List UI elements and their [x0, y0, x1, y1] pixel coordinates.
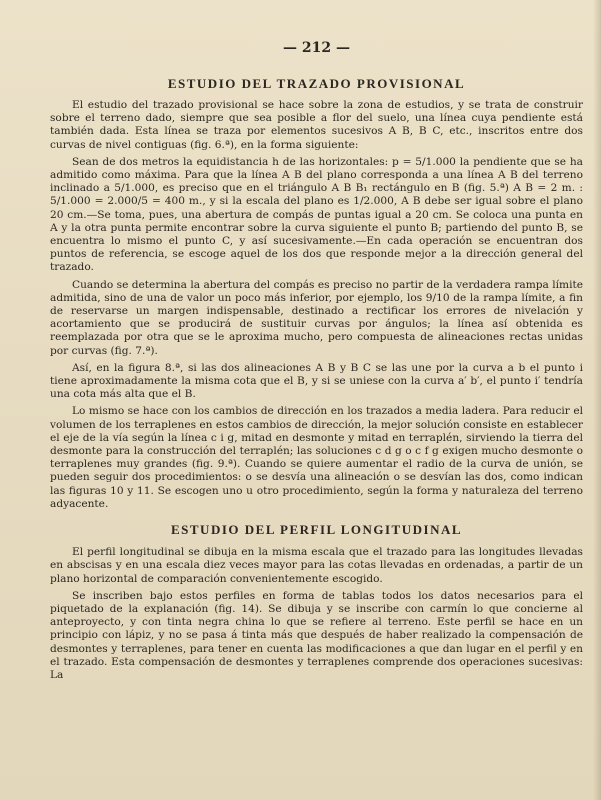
page-edge-shadow	[593, 0, 601, 800]
paragraph: Se inscriben bajo estos perfiles en forma de tablas todos los datos necesarios para el piquetado de la explanación (fig. 14). Se dibuja y se inscribe con carmín lo que concierne al anteproyecto, y con tinta negra china lo que se refiere al terreno. Este perfil se hace en un principio con lápiz, y no se pasa á tinta más que después de haber realizado la compensación de desmontes y terraplenes, para tener en cuenta las modificaciones a que dan lugar en el perfil y en el trazado. Esta compensación de desmontes y terraplenes comprende dos operaciones sucesivas: La	[50, 589, 583, 681]
section-title-perfil: ESTUDIO DEL PERFIL LONGITUDINAL	[170, 522, 463, 538]
paragraph: El estudio del trazado provisional se hace sobre la zona de estudios, y se trata de construir sobre el terreno dado, siempre que sea posible a flor del suelo, una línea cuya pendiente está también dada. Esta línea se traza por elementos sucesivos A B, B C, etc., inscritos entre dos curvas de nivel contiguas (fig. 6.ª), en la forma siguiente:	[50, 99, 583, 151]
paragraph: Lo mismo se hace con los cambios de dirección en los trazados a media ladera. Para reducir el volumen de los terraplenes en estos cambios de dirección, la mejor solución consiste en establecer el eje de la vía según la línea c i g, mitad en desmonte y mitad en terraplén, sirviendo la tierra del desmonte para la construcción del terraplén; las soluciones c d g o c f g exigen mucho desmonte o terraplenes muy grandes (fig. 9.ª). Cuando se quiere aumentar el radio de la curva de unión, se pueden seguir dos procedimientos: o se desvía una alineación o se desvían las dos, como indican las figuras 10 y 11. Se escogen uno u otro procedimiento, según la forma y naturaleza del terreno adyacente.	[50, 405, 583, 510]
paragraph: Sean de dos metros la equidistancia h de las horizontales: p = 5/1.000 la pendiente que se ha admitido como máxima. Para que la línea A B del plano corresponda a una línea A B del terreno inclinado a 5/1.000, es preciso que en el triángulo A B B₁ rectángulo en B (fig. 5.ª) A B = 2 m. : 5/1.000 = 2.000/5 = 400 m., y si la escala del plano es 1/2.000, A B debe ser igual sobre el plano 20 cm.—Se toma, pues, una abertura de compás de puntas igual a 20 cm. Se coloca una punta en A y la otra punta permite encontrar sobre la curva siguiente el punto B; partiendo del punto B, se encuentra lo mismo el punto C, y así sucesivamente.—En cada operación se encuentran dos puntos de referencia, se escoge aquel de los dos que responde mejor a la dirección general del trazado.	[50, 155, 583, 274]
paragraph: Así, en la figura 8.ª, si las dos alineaciones A B y B C se las une por la curva a b el punto i tiene aproximadamente la misma cota que el B, y si se uniese con la curva a′ b′, el punto i′ tendría una cota más alta que el B.	[50, 361, 583, 401]
page-number: — 212 —	[283, 40, 350, 56]
section-title-trazado: ESTUDIO DEL TRAZADO PROVISIONAL	[167, 76, 466, 91]
paragraph: Cuando se determina la abertura del compás es preciso no partir de la verdadera rampa límite admitida, sino de una de valor un poco más inferior, por ejemplo, los 9/10 de la rampa límite, a fin de reservarse un margen indispensable, destinado a rectificar los errores de nivelación y acortamiento que se producirá de sustituir curvas por ángulos; la línea así obtenida es reemplazada por otra que se le aproxima mucho, pero compuesta de alineaciones rectas unidas por curvas (fig. 7.ª).	[50, 278, 583, 357]
paragraph: El perfil longitudinal se dibuja en la misma escala que el trazado para las longitudes llevadas en abscisas y en una escala diez veces mayor para las cotas llevadas en ordenadas, a partir de un plano horizontal de comparación convenientemente escogido.	[50, 546, 583, 585]
